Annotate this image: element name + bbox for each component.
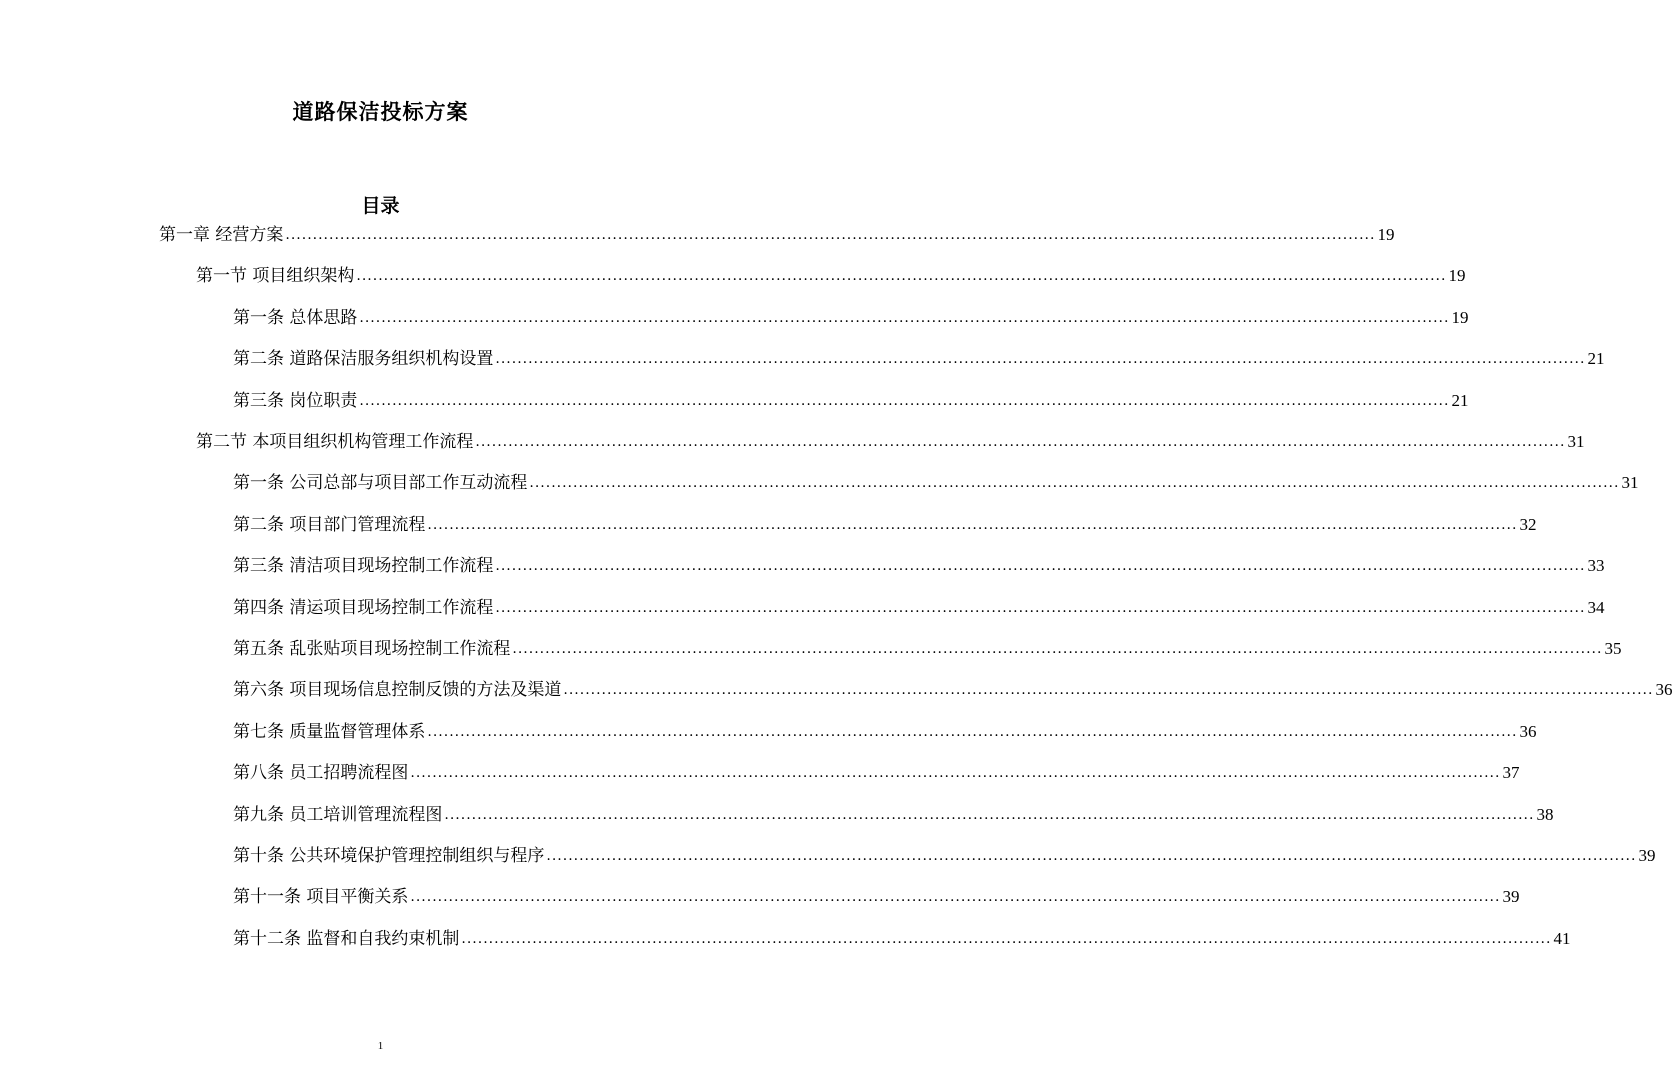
toc-entry[interactable] xyxy=(233,674,1672,701)
toc-entry[interactable] xyxy=(233,467,1639,494)
toc-entry-page: 32 xyxy=(1519,514,1537,534)
toc-entry[interactable] xyxy=(233,716,1537,742)
toc-entry-label: 第七条 质量监督管理体系 xyxy=(233,721,426,742)
toc-entry-page: 31 xyxy=(1567,432,1585,451)
toc-entry[interactable] xyxy=(233,799,1554,825)
toc-heading: 目录 xyxy=(361,195,400,217)
toc-entry-page: 35 xyxy=(1604,639,1622,658)
toc-entry[interactable] xyxy=(233,592,1605,618)
page-number: 1 xyxy=(377,1040,384,1052)
toc-entry-page: 37 xyxy=(1502,763,1520,783)
toc-entry-label: 第十条 公共环境保护管理控制组织与程序 xyxy=(233,846,545,866)
toc-entry-page: 39 xyxy=(1638,846,1656,865)
toc-entry-label: 第六条 项目现场信息控制反馈的方法及渠道 xyxy=(233,680,562,701)
toc-dot-leader: ........................................................................................................................................................................................................ xyxy=(444,806,1535,823)
toc-entry-page: 34 xyxy=(1587,597,1605,617)
toc-entry[interactable] xyxy=(233,633,1622,659)
toc-entry-page: 21 xyxy=(1451,390,1469,410)
toc-dot-leader: ........................................................................................................................................................................................................ xyxy=(461,930,1552,947)
document-title: 道路保洁投标方案 xyxy=(292,100,469,124)
toc-entry[interactable] xyxy=(233,509,1537,535)
toc-entry-label: 第一节 项目组织架构 xyxy=(196,266,355,287)
toc-entry-page: 36 xyxy=(1519,721,1537,741)
toc-entry[interactable] xyxy=(233,302,1469,328)
toc-entry-label: 第十二条 监督和自我约束机制 xyxy=(233,928,460,949)
toc-dot-leader: ........................................................................................................................................................................................................ xyxy=(495,558,1586,575)
toc-entry-label: 第四条 清运项目现场控制工作流程 xyxy=(233,597,494,618)
toc-dot-leader: ........................................................................................................................................................................................................ xyxy=(563,682,1654,699)
toc-dot-leader: ........................................................................................................................................................................................................ xyxy=(427,516,1518,533)
toc-entry-label: 第九条 员工培训管理流程图 xyxy=(233,804,443,825)
toc-entry[interactable] xyxy=(233,840,1656,866)
toc-entry-page: 19 xyxy=(1451,307,1469,327)
toc-entry-label: 第五条 乱张贴项目现场控制工作流程 xyxy=(233,639,511,659)
toc-entry-label: 第一条 公司总部与项目部工作互动流程 xyxy=(233,473,528,494)
toc-entry-label: 第一条 总体思路 xyxy=(233,307,358,328)
toc-entry[interactable] xyxy=(233,881,1520,908)
toc-dot-leader: ........................................................................................................................................................................................................ xyxy=(427,723,1518,740)
toc-dot-leader: ........................................................................................................................................................................................................ xyxy=(359,392,1450,409)
toc-entry[interactable] xyxy=(196,426,1585,452)
toc-dot-leader: ........................................................................................................................................................................................................ xyxy=(285,227,1376,243)
toc-entry-page: 31 xyxy=(1621,473,1639,493)
toc-entry[interactable] xyxy=(196,260,1466,287)
toc-entry[interactable] xyxy=(233,757,1520,784)
toc-entry-page: 39 xyxy=(1502,887,1520,907)
toc-dot-leader: ........................................................................................................................................................................................................ xyxy=(546,848,1637,864)
toc-entry-page: 19 xyxy=(1377,225,1395,244)
toc-dot-leader: ........................................................................................................................................................................................................ xyxy=(410,889,1501,906)
toc-entry-label: 第八条 员工招聘流程图 xyxy=(233,763,409,784)
toc-entry-page: 38 xyxy=(1536,804,1554,824)
toc-dot-leader: ........................................................................................................................................................................................................ xyxy=(512,641,1603,657)
toc-entry-page: 19 xyxy=(1448,266,1466,286)
toc-dot-leader: ........................................................................................................................................................................................................ xyxy=(495,599,1586,616)
toc-entry-page: 36 xyxy=(1655,680,1672,700)
toc-entry-label: 第一章 经营方案 xyxy=(159,225,284,245)
toc-dot-leader: ........................................................................................................................................................................................................ xyxy=(495,351,1586,368)
toc-entry[interactable] xyxy=(233,923,1571,949)
toc-entry[interactable] xyxy=(159,219,1395,245)
toc-dot-leader: ........................................................................................................................................................................................................ xyxy=(475,434,1566,450)
toc-entry-label: 第二条 道路保洁服务组织机构设置 xyxy=(233,349,494,370)
toc-entry-label: 第二条 项目部门管理流程 xyxy=(233,514,426,535)
toc-entry[interactable] xyxy=(233,343,1605,370)
toc-entry-label: 第二节 本项目组织机构管理工作流程 xyxy=(196,432,474,452)
toc-entry-page: 33 xyxy=(1587,556,1605,576)
toc-entry[interactable] xyxy=(233,550,1605,577)
toc-entry-page: 41 xyxy=(1553,928,1571,948)
toc-entry-label: 第十一条 项目平衡关系 xyxy=(233,887,409,908)
toc-dot-leader: ........................................................................................................................................................................................................ xyxy=(356,268,1447,285)
toc-entry-label: 第三条 清洁项目现场控制工作流程 xyxy=(233,556,494,577)
toc-dot-leader: ........................................................................................................................................................................................................ xyxy=(529,475,1620,492)
toc-entry[interactable] xyxy=(233,385,1469,411)
toc-dot-leader: ........................................................................................................................................................................................................ xyxy=(410,765,1501,782)
toc-dot-leader: ........................................................................................................................................................................................................ xyxy=(359,309,1450,326)
toc-entry-label: 第三条 岗位职责 xyxy=(233,390,358,411)
toc-entry-page: 21 xyxy=(1587,349,1605,369)
